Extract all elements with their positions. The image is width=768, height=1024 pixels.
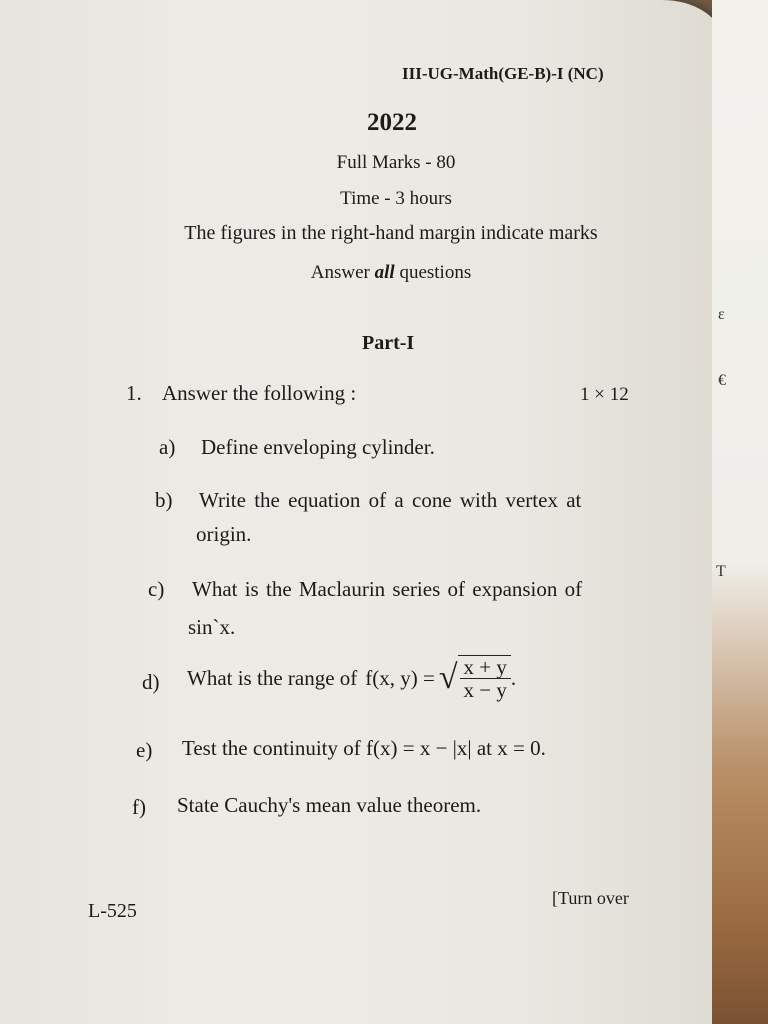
edge-glyph-mark: € (718, 372, 726, 389)
time-allowed: Time - 3 hours (340, 188, 452, 209)
sqrt-icon: √ (438, 659, 458, 696)
exam-year: 2022 (367, 109, 417, 136)
paper-code: III-UG-Math(GE-B)-I (NC) (402, 64, 604, 83)
part-heading: Part-I (362, 332, 415, 354)
paper-serial-code: L-525 (88, 900, 137, 922)
item-b-label: b) (155, 488, 173, 512)
item-d-text (187, 646, 516, 710)
question-marks: 1 × 12 (580, 384, 629, 405)
fraction-numerator: x + y (460, 656, 511, 679)
item-d-prefix: What is the range of (187, 665, 358, 690)
answer-instruction (0, 262, 722, 284)
figures-note: The figures in the right-hand margin indicate marks (184, 222, 598, 244)
edge-glyph-mark: ε (718, 306, 725, 323)
item-c-line2: sin`x. (188, 615, 236, 639)
fraction (460, 656, 511, 701)
item-f-label: f) (132, 795, 146, 819)
item-f-text: State Cauchy's mean value theorem. (177, 793, 482, 817)
item-d-label: d) (142, 670, 160, 694)
item-a-label: a) (159, 435, 176, 459)
sqrt-radicand (458, 655, 511, 701)
full-marks: Full Marks - 80 (336, 152, 456, 173)
answer-suffix: questions (399, 262, 472, 283)
question-heading: Answer the following : (162, 381, 357, 405)
next-page-edge (712, 0, 768, 1024)
item-b-line1: Write the equation of a cone with vertex at (199, 488, 582, 512)
question-number: 1. (126, 381, 142, 405)
turn-over-note: [Turn over (552, 888, 629, 908)
item-a-text: Define enveloping cylinder. (201, 435, 435, 459)
item-c-line1: What is the Maclaurin series of expansion of (192, 577, 583, 601)
item-c-label: c) (148, 577, 165, 601)
answer-emphasis: all (374, 262, 395, 283)
item-d-suffix: . (510, 665, 517, 690)
item-e-text: Test the continuity of f(x) = x − |x| at x = 0. (182, 736, 546, 760)
item-e-label: e) (136, 738, 153, 762)
item-d-function: f(x, y) = (365, 665, 435, 690)
item-b-line2: origin. (196, 522, 252, 546)
edge-glyph-mark: T (716, 563, 726, 580)
fraction-denominator: x − y (463, 678, 507, 702)
answer-prefix: Answer (310, 262, 370, 283)
